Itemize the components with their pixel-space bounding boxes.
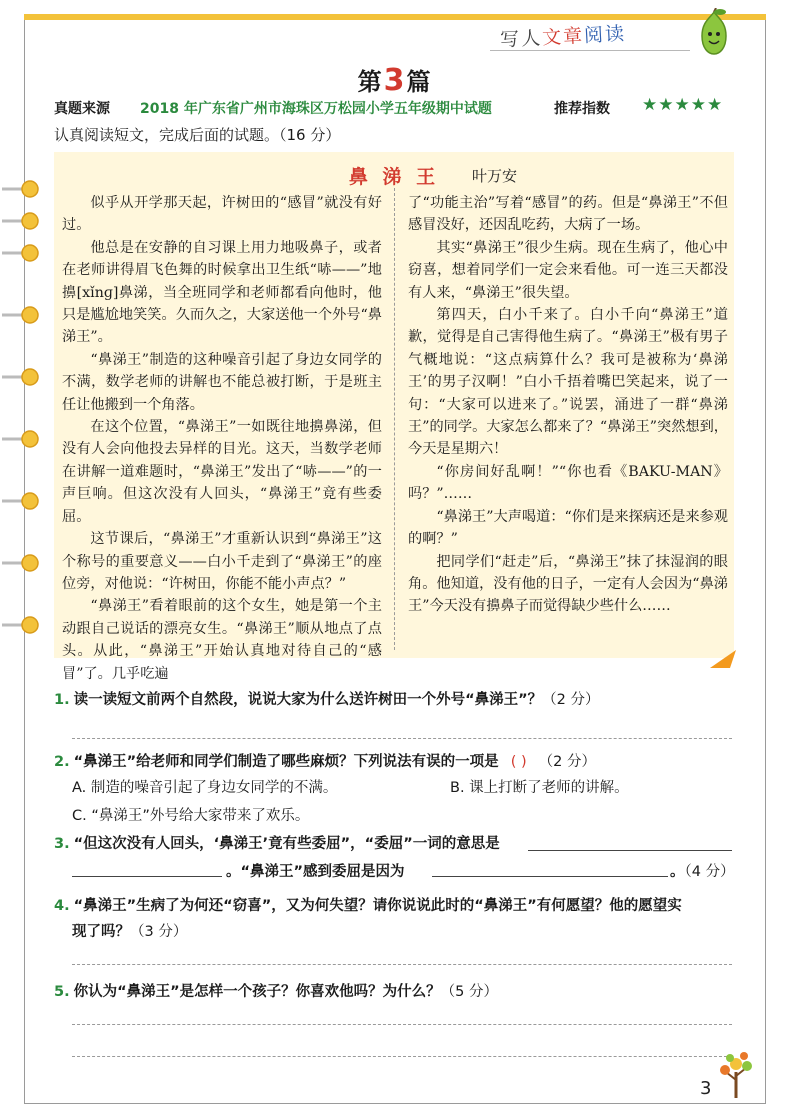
paragraph: 这节课后，“鼻涕王”才重新认识到“鼻涕王”这个称号的重要意义——白小千走到了“鼻涕王”的座位旁，对他说：“许树田，你能不能小声点？” — [62, 531, 382, 592]
header-title: 写人文章阅读 — [499, 22, 627, 52]
answer-line[interactable] — [72, 964, 732, 965]
option-c: C. “鼻涕王”外号给大家带来了欢乐。 — [72, 808, 310, 824]
option-b: B. 课上打断了老师的讲解。 — [450, 780, 629, 796]
binder-ring-icon — [2, 304, 40, 326]
passage-author: 叶万安 — [472, 167, 518, 185]
paragraph: “你房间好乱啊！”“你也看《BAKU-MAN》吗？”…… — [408, 463, 728, 503]
source-label: 真题来源 — [54, 101, 110, 117]
source-text: 2018 年广东省广州市海珠区万松园小学五年级期中试题 — [140, 101, 492, 117]
passage-title: 鼻 涕 王 — [348, 166, 440, 188]
binder-rings — [2, 170, 42, 650]
chapter-heading: 第3篇 — [357, 63, 433, 98]
paragraph: 其实“鼻涕王”很少生病。现在生病了，他心中窃喜，想着同学们一定会来看他。可一连三天都没有人来，“鼻涕王”很失望。 — [408, 239, 728, 301]
paragraph: 似乎从开学那天起，许树田的“感冒”就没有好过。 — [62, 195, 382, 234]
binder-ring-icon — [2, 490, 40, 512]
question-3-line-2: 。“鼻涕王”感到委屈是因为 — [226, 864, 405, 880]
binder-ring-icon — [2, 210, 40, 232]
corner-triangle-icon — [708, 648, 738, 670]
answer-line[interactable] — [72, 1024, 732, 1025]
paragraph: “鼻涕王”大声喝道：“你们是来探病还是来参观的啊？” — [408, 508, 728, 548]
passage-left-column — [62, 192, 382, 685]
recommend-label: 推荐指数 — [554, 101, 610, 117]
paragraph: “鼻涕王”制造的这种噪音引起了身边女同学的不满，数学老师的讲解也不能总被打断，于是班主任让他搬到一个角落。 — [62, 351, 382, 413]
option-a: A. 制造的噪音引起了身边女同学的不满。 — [72, 780, 338, 796]
column-divider — [394, 188, 395, 650]
paragraph: 在这个位置，“鼻涕王”一如既往地擤鼻涕，但没有人会向他投去异样的目光。这天，当数学老师在讲解一道难题时，“鼻涕王”发出了“哧——”的一声巨响。但这次没有人回头，“鼻涕王”竟有些委屈。 — [62, 419, 382, 525]
paragraph: 把同学们“赶走”后，“鼻涕王”抹了抹湿润的眼角。他知道，没有他的日子，一定有人会因为“鼻涕王”今天没有擤鼻子而觉得缺少些什么…… — [408, 553, 728, 615]
binder-ring-icon — [2, 614, 40, 636]
passage-right-column — [408, 192, 728, 618]
tree-decoration-icon — [716, 1050, 756, 1100]
question-4: 4. “鼻涕王”生病了为何还“窃喜”，又为何失望？请你说说此时的“鼻涕王”有何愿望？他的愿望实 — [54, 898, 682, 914]
pear-mascot-icon — [692, 8, 736, 56]
recommend-stars: ★★★★★ — [642, 95, 724, 115]
question-2: 2. “鼻涕王”给老师和同学们制造了哪些麻烦？下列说法有误的一项是 ( ) （2 分） — [54, 754, 597, 770]
answer-line[interactable] — [528, 850, 732, 851]
binder-ring-icon — [2, 242, 40, 264]
paragraph: 他总是在安静的自习课上用力地吸鼻子，或者在老师讲得眉飞色舞的时候拿出卫生纸“哧——”地擤[xǐnɡ]鼻涕，当全班同学和老师都看向他时，他只是尴尬地笑笑。久而久之，大家送他一个外号“鼻涕王”。 — [62, 239, 382, 346]
page-number: 3 — [700, 1078, 712, 1099]
answer-line[interactable] — [72, 876, 222, 877]
question-5: 5. 你认为“鼻涕王”是怎样一个孩子？你喜欢他吗？为什么？（5 分） — [54, 984, 499, 1000]
answer-line[interactable] — [432, 876, 668, 877]
answer-paren[interactable]: ( ) — [510, 754, 527, 770]
answer-line[interactable] — [72, 738, 732, 739]
binder-ring-icon — [2, 428, 40, 450]
question-4-line-2: 现了吗？（3 分） — [72, 924, 188, 940]
instruction: 认真阅读短文，完成后面的试题。（16 分） — [54, 126, 341, 144]
question-1: 1. 读一读短文前两个自然段，说说大家为什么送许树田一个外号“鼻涕王”？（2 分） — [54, 692, 600, 708]
passage-box — [54, 152, 734, 682]
paragraph: “鼻涕王”看着眼前的这个女生，她是第一个主动跟自己说话的漂亮女生。“鼻涕王”顺从地点了点头。从此，“鼻涕王”开始认真地对待自己的“感冒”了。几乎吃遍 — [62, 598, 382, 682]
paragraph: 了“功能主治”写着“感冒”的药。但是“鼻涕王”不但感冒没好，还因乱吃药，大病了一场。 — [408, 195, 728, 234]
question-3-end: 。（4 分） — [670, 864, 735, 880]
binder-ring-icon — [2, 178, 40, 200]
paragraph: 第四天，白小千来了。白小千向“鼻涕王”道歉，觉得是自己害得他生病了。“鼻涕王”极有男子气概地说：“这点病算什么？我可是被称为‘鼻涕王’的男子汉啊！”白小千捂着嘴巴笑起来，说了一句：“大家可以进来了。”说罢，涌进了一群“鼻涕王”的同学。大家怎么都来了？“鼻涕王”突然想到，今天是星期六！ — [408, 307, 728, 458]
source-row — [54, 96, 734, 118]
binder-ring-icon — [2, 366, 40, 388]
question-3: 3. “但这次没有人回头，‘鼻涕王’竟有些委屈”，“委屈”一词的意思是 — [54, 836, 500, 852]
binder-ring-icon — [2, 552, 40, 574]
answer-line[interactable] — [72, 1056, 732, 1057]
